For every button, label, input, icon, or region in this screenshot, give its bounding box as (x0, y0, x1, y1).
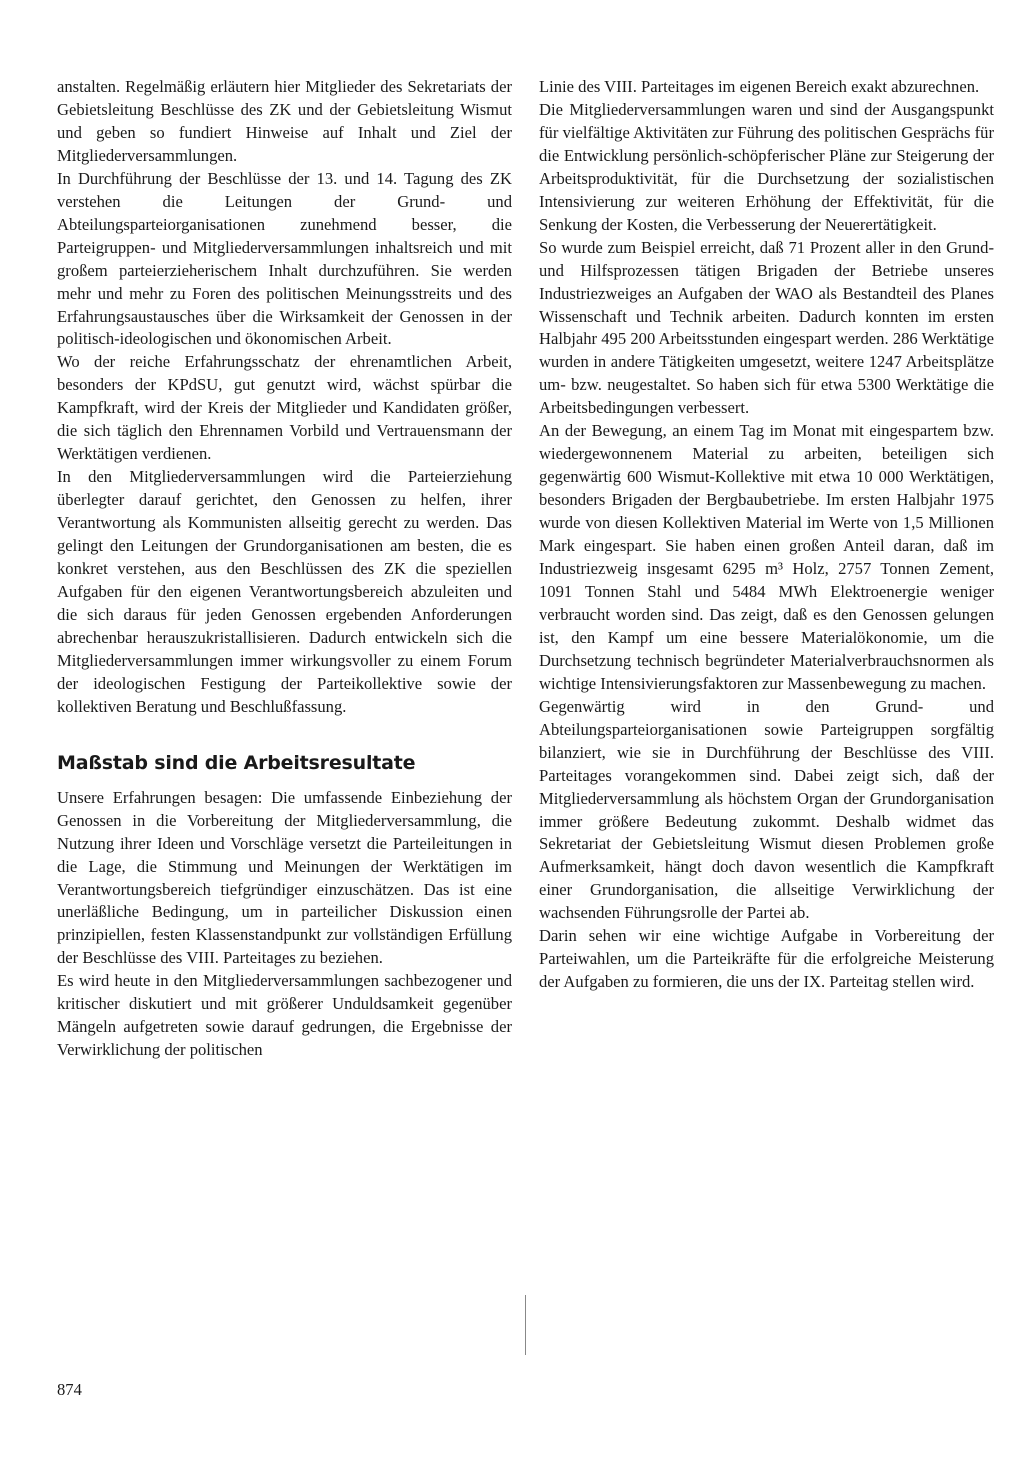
paragraph: Gegenwärtig wird in den Grund- und Abteilungsparteiorganisationen sowie Parteigruppen sorgfältig bilanziert, wie sie in Durchführung der Beschlüsse des VIII. Parteitages vorangekommen sind. Dabei zeigt sich, daß der Mitgliederversammlung als höchstem Organ der Grundorganisation immer größere Bedeutung zukommt. Deshalb widmet das Sekretariat der Gebietsleitung Wismut diesen Problemen große Aufmerksamkeit, hängt doch davon wesentlich die Kampfkraft einer Grundorganisation, die allseitige Verwirklichung der wachsenden Führungsrolle der Partei ab. (539, 696, 994, 923)
paragraph: In den Mitgliederversammlungen wird die Parteierziehung überlegter darauf gerichtet, den Genossen zu helfen, ihrer Verantwortung als Kommunisten allseitig gerecht zu werden. Das gelingt den Leitungen der Grundorganisationen am besten, die es konkret verstehen, aus den Beschlüssen des ZK die speziellen Aufgaben für den eigenen Verantwortungsbereich abzuleiten und die sich daraus für jeden Genossen ergebenden Anforderungen abrechenbar herauszukristallisieren. Dadurch entwickeln sich die Mitgliederversammlungen immer wirkungsvoller zu einem Forum der ideologischen Festigung der Parteikollektive sowie der kollektiven Beratung und Beschlußfassung. (57, 467, 512, 716)
column-divider (525, 1295, 526, 1355)
section-heading: Maßstab sind die Arbeitsresultate (57, 751, 416, 774)
page-number: 874 (57, 1380, 82, 1399)
paragraph: Linie des VIII. Parteitages im eigenen Bereich exakt abzurechnen. (539, 77, 980, 96)
left-column (57, 76, 512, 1062)
paragraph: Darin sehen wir eine wichtige Aufgabe in Vorbereitung der Parteiwahlen, um die Parteikräfte für die erfolgreiche Meisterung der Aufgaben zu formieren, die uns der IX. Parteitag stellen wird. (539, 926, 994, 992)
paragraph: Wo der reiche Erfahrungsschatz der ehrenamtlichen Arbeit, besonders der KPdSU, gut genutzt wird, wächst spürbar die Kampfkraft, wird der Kreis der Mitglieder und Kandidaten größer, die sich täglich den Ehrennamen Vorbild und Vertrauensmann der Werktätigen verdienen. (57, 352, 512, 464)
paragraph: Die Mitgliederversammlungen waren und sind der Ausgangspunkt für vielfältige Aktivitäten zur Führung des politischen Gesprächs für die Entwicklung persönlich-schöpferischer Pläne zur Steigerung der Arbeitsproduktivität, für die Durchsetzung der sozialistischen Intensivierung zur weiteren Erhöhung der Effektivität, für die Senkung der Kosten, die Verbesserung der Neuerertätigkeit. (539, 99, 994, 234)
paragraph: So wurde zum Beispiel erreicht, daß 71 Prozent aller in den Grund- und Hilfsprozessen tätigen Brigaden der Betriebe unseres Industriezweiges an Aufgaben der WAO als Bestandteil des Planes Wissenschaft und Technik arbeiten. Dadurch konnten im ersten Halbjahr 495 200 Arbeitsstunden eingespart werden. 286 Werktätige wurden in andere Tätigkeiten umgesetzt, weitere 1247 Arbeitsplätze um- bzw. neugestaltet. So haben sich für etwa 5300 Werktätige die Arbeitsbedingungen verbessert. (539, 237, 994, 418)
paragraph: An der Bewegung, an einem Tag im Monat mit eingespartem bzw. wiedergewonnenem Material zu arbeiten, beteiligen sich gegenwärtig 600 Wismut-Kollektive mit etwa 10 000 Werktätigen, besonders Brigaden der Bergbaubetriebe. Im ersten Halbjahr 1975 wurde von diesen Kollektiven Material im Werte von 1,5 Millionen Mark eingespart. Sie haben einen großen Anteil daran, daß im Industriezweig insgesamt 6295 m³ Holz, 2757 Tonnen Zement, 1091 Tonnen Stahl und 5484 MWh Elektroenergie weniger verbraucht worden sind. Das zeigt, daß es den Genossen gelungen ist, den Kampf um eine bessere Materialökonomie, um die Durchsetzung technisch begründeter Materialverbrauchsnormen als wichtige Intensivierungsfaktoren zur Massenbewegung zu machen. (539, 421, 994, 693)
paragraph: Unsere Erfahrungen besagen: Die umfassende Einbeziehung der Genossen in die Vorbereitung der Mitgliederversammlung, die Nutzung ihrer Ideen und Vorschläge versetzt die Parteileitungen in die Lage, die Stimmung und Meinungen der Werktätigen im Verantwortungsbereich tiefgründiger einzuschätzen. Das ist eine unerläßliche Bedingung, um in parteilicher Diskussion einen prinzipiellen, festen Klassenstandpunkt zur vollständigen Erfüllung der Beschlüsse des VIII. Parteitages zu beziehen. (57, 787, 512, 968)
paragraph: In Durchführung der Beschlüsse der 13. und 14. Tagung des ZK verstehen die Leitungen der Grund- und Abteilungsparteiorganisationen zunehmend besser, die Parteigruppen- und Mitgliederversammlungen inhaltsreich und mit großem parteierzieherischem Inhalt durchzuführen. Sie werden mehr und mehr zu Foren des politischen Meinungsstreits und des Erfahrungsaustausches über die Wirksamkeit der Genossen in der politisch-ideologischen und ökonomischen Arbeit. (57, 168, 512, 349)
paragraph: anstalten. Regelmäßig erläutern hier Mitglieder des Sekretariats der Gebietsleitung Beschlüsse des ZK und der Gebietsleitung Wismut und geben so fundiert Hinweise auf Inhalt und Ziel der Mitgliederversammlungen. (57, 77, 512, 165)
right-column (539, 76, 994, 994)
paragraph: Es wird heute in den Mitgliederversammlungen sachbezogener und kritischer diskutiert und mit größerer Unduldsamkeit gegenüber Mängeln aufgetreten sowie darauf gedrungen, die Ergebnisse der Verwirklichung der politischen (57, 971, 512, 1060)
